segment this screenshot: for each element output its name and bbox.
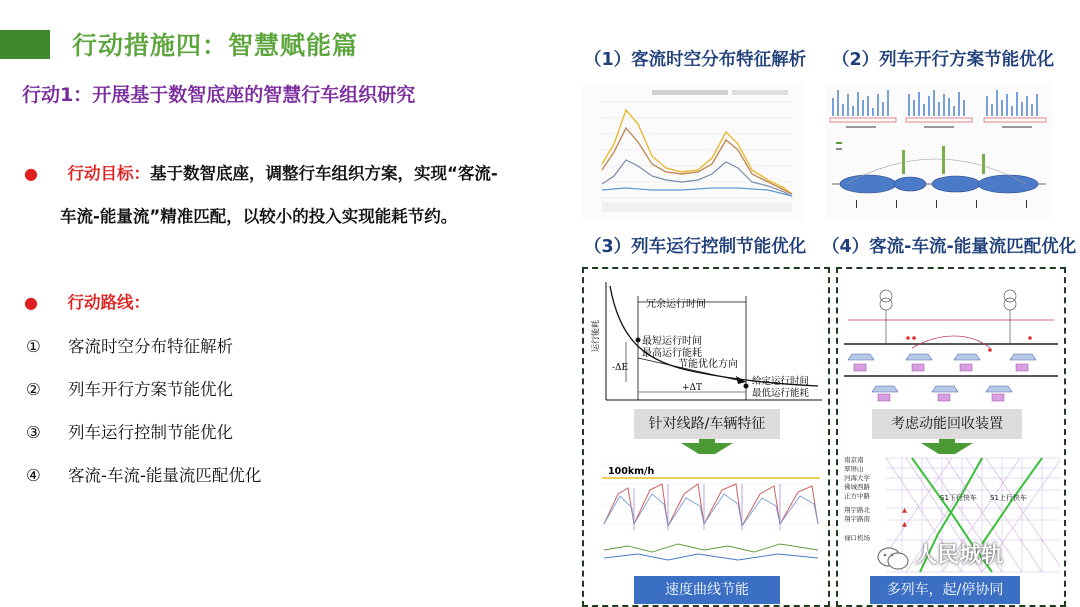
- watermark: [876, 538, 1003, 571]
- station-label: 佛城西路: [844, 483, 870, 491]
- energy-time-curve: [586, 272, 826, 410]
- route-item: ② 列车开行方案节能优化: [26, 380, 233, 399]
- goal-line-1: [24, 160, 498, 184]
- route-bullet-icon: ●: [24, 293, 38, 312]
- panel4-bottom-label: 多列车，起/停协同: [870, 576, 1020, 604]
- goal-text-1: 基于数智底座，调整行车组织方案，实现“客流-: [149, 164, 498, 183]
- panel4-mid-label: 考虑动能回收装置: [872, 409, 1022, 439]
- section-title-2: （2）列车开行方案节能优化: [832, 50, 1055, 70]
- section-title-1: （1）客流时空分布特征解析: [584, 50, 807, 70]
- goal-text-2: 车流-能量流”精准匹配，以较小的投入实现能耗节约。: [60, 207, 458, 226]
- delta-e-label: -ΔE: [612, 363, 629, 373]
- route-item: ① 客流时空分布特征解析: [26, 337, 233, 356]
- station-label: 翔宇路北: [844, 506, 870, 514]
- goal-label: 行动目标：: [67, 164, 150, 183]
- station-label: 河海大学: [844, 474, 870, 482]
- y-axis-label: 运行能耗: [591, 320, 600, 352]
- station-label: 翠屏山: [844, 465, 864, 473]
- route-item: ③ 列车运行控制节能优化: [26, 423, 233, 442]
- page-title: 行动措施四：智慧赋能篇: [72, 31, 359, 60]
- svg-text:▲: ▲: [902, 506, 907, 514]
- curve-label-lowest: 最低运行能耗: [752, 388, 810, 399]
- route-heading: [24, 289, 150, 313]
- goal-bullet-icon: ●: [24, 164, 38, 183]
- train-plan-thumbnail: [826, 84, 1052, 218]
- down-train-label: S1下行快车: [940, 494, 977, 502]
- section-title-3: （3）列车运行控制节能优化: [584, 237, 807, 257]
- curve-label-shortest: 最短运行时间: [642, 336, 702, 347]
- section-title-4: （4）客流-车流-能量流匹配优化: [822, 237, 1077, 257]
- curve-label-direction: 节能优化方向: [678, 359, 738, 370]
- route-item: ④ 客流-车流-能量流匹配优化: [26, 466, 262, 485]
- panel3-bottom-label: 速度曲线节能: [634, 576, 780, 604]
- panel3-mid-label: 针对线路/车辆特征: [634, 409, 780, 439]
- svg-text:▲: ▲: [902, 520, 907, 528]
- passenger-flow-chart-thumbnail: [582, 84, 804, 220]
- curve-label-redundant: 冗余运行时间: [646, 299, 706, 310]
- delta-t-label: +ΔT: [682, 383, 703, 393]
- curve-label-given: 给定运行时间: [752, 376, 810, 387]
- up-train-label: S1上行快车: [990, 494, 1027, 502]
- title-accent-bar: [0, 30, 50, 59]
- speed-curve-chart: [588, 454, 824, 576]
- station-label: 禄口机场: [844, 534, 870, 542]
- station-label: 翔宇路南: [844, 515, 870, 523]
- wechat-icon: [876, 545, 910, 571]
- station-label: 正方中路: [844, 492, 870, 500]
- watermark-text: 人民城轨: [915, 543, 1004, 568]
- route-label: 行动路线：: [67, 293, 150, 312]
- power-supply-diagram: [840, 272, 1062, 408]
- station-label: 南京南: [844, 456, 864, 464]
- speed-limit-label: 100km/h: [608, 466, 655, 477]
- curve-label-highest: 最高运行能耗: [642, 348, 702, 359]
- page-subtitle: 行动1：开展基于数智底座的智慧行车组织研究: [22, 84, 416, 106]
